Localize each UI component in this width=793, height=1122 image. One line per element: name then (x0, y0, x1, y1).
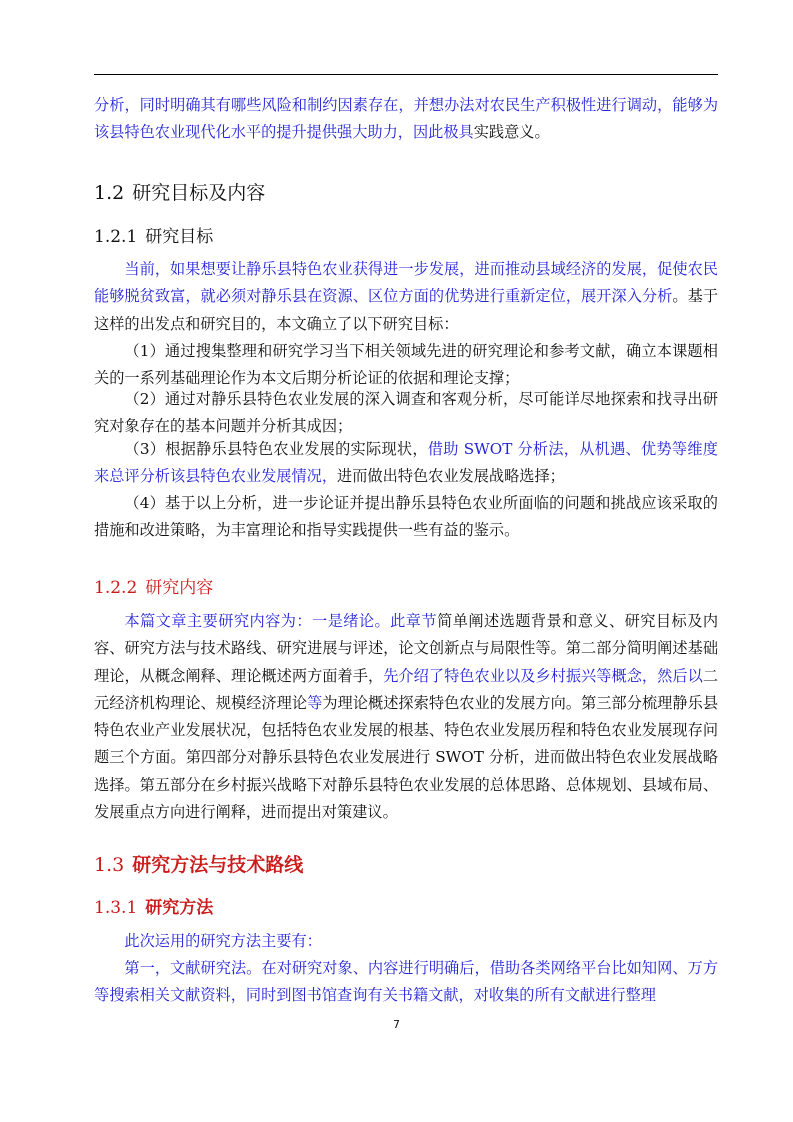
subsection-heading-1-2-2: 1.2.2 研究内容 (94, 578, 214, 598)
section-heading-1-3: 1.3 研究方法与技术路线 (94, 854, 304, 876)
paragraph-goals-intro: 当前，如果想要让静乐县特色农业获得进一步发展，进而推动县域经济的发展，促使农民能够脱贫致富，就必须对静乐县在资源、区位方面的优势进行重新定位，展开深入分析。基于这样的出发点和研究目的，本文确立了以下研究目标： (94, 260, 719, 333)
paragraph-goal-2: （2）通过对静乐县特色农业发展的深入调查和客观分析，尽可能详尽地探索和找寻出研究对象存在的基本问题并分析其成因； (94, 390, 718, 436)
section-heading-1-2: 1.2 研究目标及内容 (94, 182, 266, 204)
paragraph-goal-3: （3）根据静乐县特色农业发展的实际现状，借助 SWOT 分析法，从机遇、优势等维度来总评分析该县特色农业发展情况，进而做出特色农业发展战略选择； (94, 440, 718, 486)
subsection-heading-1-2-1: 1.2.1 研究目标 (94, 227, 214, 247)
paragraph-methods-intro: 此次运用的研究方法主要有： (124, 932, 322, 950)
subsection-heading-1-3-1: 1.3.1 研究方法 (94, 898, 214, 918)
page-number: 7 (393, 1018, 400, 1031)
paragraph-continuation: 分析，同时明确其有哪些风险和制约因素存在，并想办法对农民生产积极性进行调动，能够为该县特色农业现代化水平的提升提供强大助力，因此极具实践意义。 (94, 96, 718, 142)
paragraph-goal-4: （4）基于以上分析，进一步论证并提出静乐县特色农业所面临的问题和挑战应该采取的措施和改进策略，为丰富理论和指导实践提供一些有益的鉴示。 (94, 494, 718, 540)
paragraph-method-literature: 第一，文献研究法。在对研究对象、内容进行明确后，借助各类网络平台比如知网、万方等搜索相关文献资料，同时到图书馆查询有关书籍文献，对收集的所有文献进行整理 (94, 959, 718, 1005)
paragraph-research-content: 本篇文章主要研究内容为：一是绪论。此章节简单阐述选题背景和意义、研究目标及内容、研究方法与技术路线、研究进展与评述，论文创新点与局限性等。第二部分简明阐述基础理论，从概念阐释、理论概述两方面着手，先介绍了特色农业以及乡村振兴等概念，然后以二元经济机构理论、规模经济理论等为理论概述探索特色农业的发展方向。第三部分梳理静乐县特色农业产业发展状况，包括特色农业发展的根基、特色农业发展历程和特色农业发展现存问题三个方面。第四部分对静乐县特色农业发展进行 SWOT 分析，进而做出特色农业发展战略选择。第五部分在乡村振兴战略下对静乐县特色农业发展的总体思路、总体规划、县域布局、发展重点方向进行阐释，进而提出对策建议。 (94, 612, 719, 822)
paragraph-goal-1: （1）通过搜集整理和研究学习当下相关领域先进的研究理论和参考文献，确立本课题相关的一系列基础理论作为本文后期分析论证的依据和理论支撑； (94, 342, 718, 388)
header-rule (94, 74, 718, 75)
